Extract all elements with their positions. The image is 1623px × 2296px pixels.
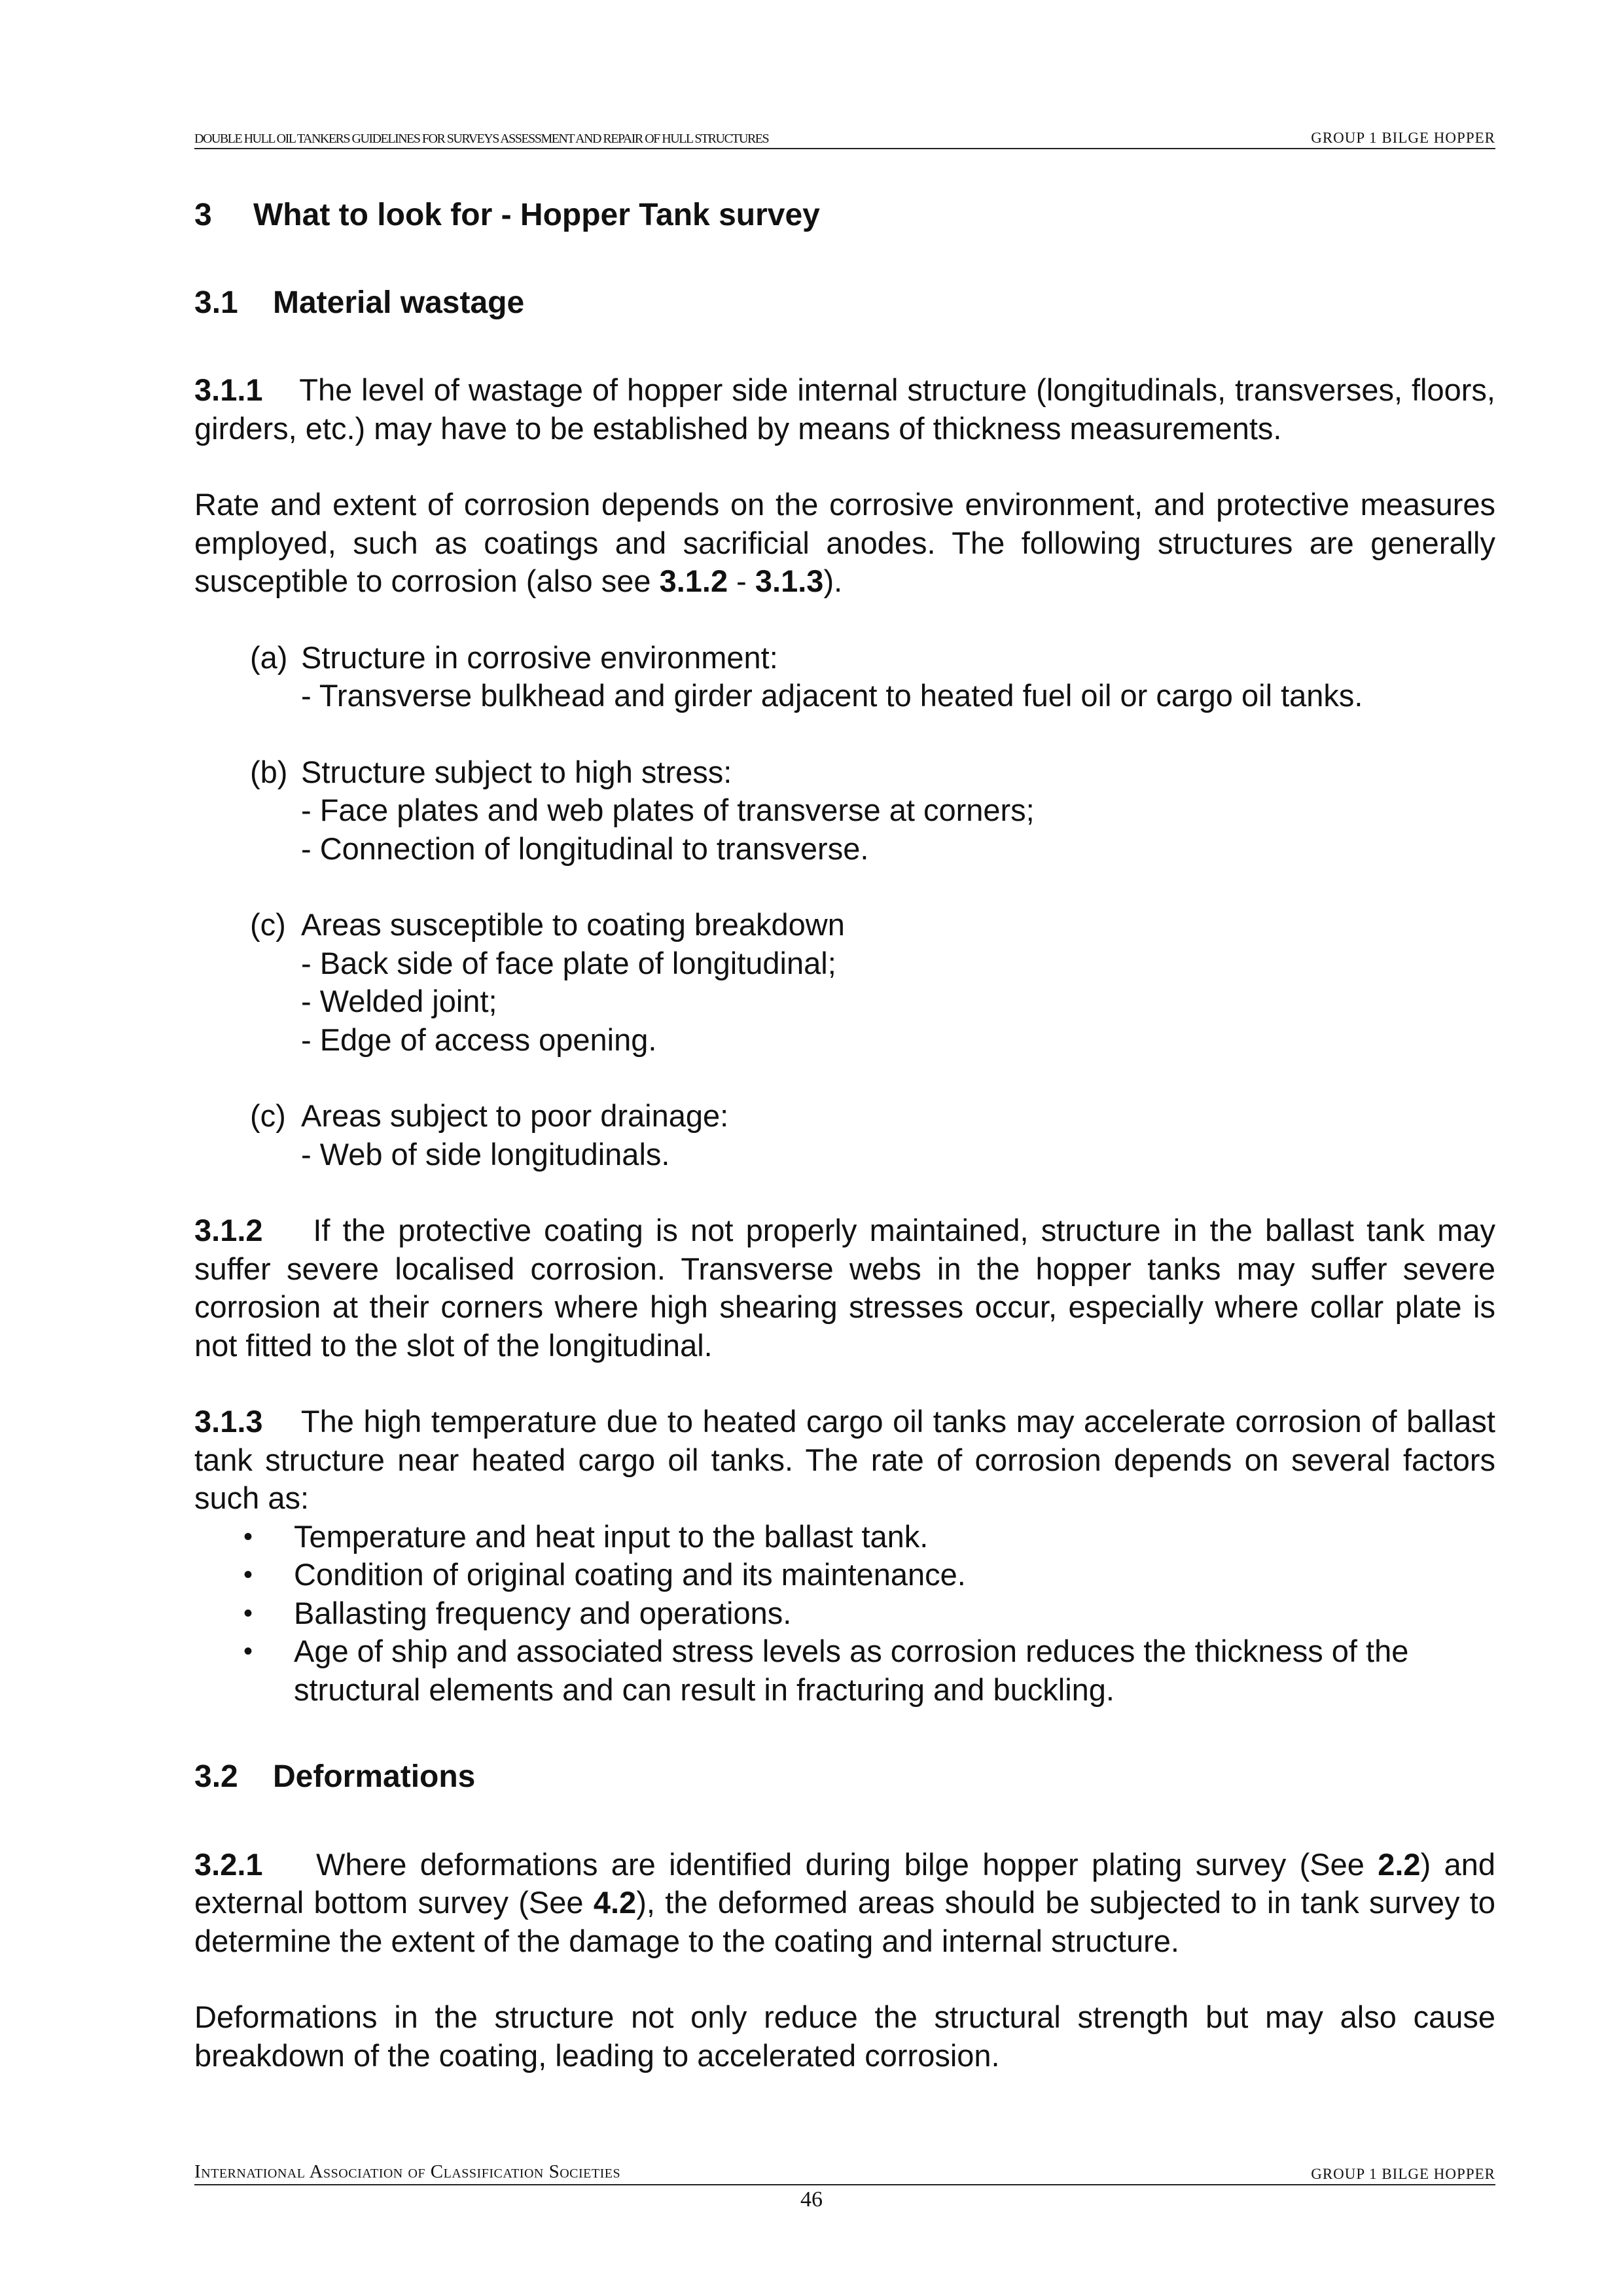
cross-reference: 4.2 (593, 1885, 637, 1920)
list-subitem: - Back side of face plate of longitudinal; (301, 945, 836, 980)
bullet-icon: • (243, 1560, 253, 1589)
header-group-label: GROUP 1 BILGE HOPPER (1311, 130, 1495, 146)
list-subitem: - Welded joint; (301, 984, 497, 1018)
list-subitem: - Transverse bulkhead and girder adjacent to heated fuel oil or cargo oil tanks. (301, 678, 1363, 713)
paragraph-3-1-1 (194, 371, 1495, 448)
bullet-icon: • (243, 1637, 253, 1666)
footer-organization: International Association of Classification Societies (194, 2161, 621, 2182)
list-title: Structure subject to high stress: (301, 754, 732, 789)
list-title: Areas susceptible to coating breakdown (301, 907, 845, 942)
paragraph-3-1-3 (194, 1403, 1495, 1518)
bullet-text: Age of ship and associated stress levels as corrosion reduces the thickness of the structural elements and can result in fracturing and buckling. (294, 1634, 1409, 1707)
paragraph-corrosion-rate (194, 486, 1495, 601)
page-header (194, 128, 1495, 149)
section-title: What to look for - Hopper Tank survey (253, 198, 820, 232)
list-marker: (c) (250, 907, 286, 942)
paragraph-text: The level of wastage of hopper side internal structure (longitudinals, transverses, floors, girders, etc.) may have to be established by means of thickness measurements. (194, 372, 1495, 446)
list-item (194, 1594, 1495, 1633)
bullet-text: Ballasting frequency and operations. (294, 1595, 792, 1630)
paragraph-deformations (194, 1998, 1495, 2075)
list-title: Areas subject to poor drainage: (301, 1098, 729, 1133)
paragraph-text: Deformations in the structure not only reduce the structural strength but may also cause breakdown of the coating, leading to accelerated corrosion. (194, 2000, 1495, 2073)
cross-reference: 3.1.3 (755, 564, 824, 598)
list-group (250, 1097, 1495, 1174)
paragraph-3-2-1 (194, 1846, 1495, 1961)
paragraph-text: The high temperature due to heated cargo oil tanks may accelerate corrosion of ballast tank structure near heated cargo oil tanks. The rate of corrosion depends on several factors such as: (194, 1404, 1495, 1515)
paragraph-3-1-2 (194, 1211, 1495, 1365)
bullet-text: Condition of original coating and its maintenance. (294, 1557, 966, 1592)
list-marker: (a) (250, 639, 288, 675)
footer-group-label: GROUP 1 BILGE HOPPER (1311, 2166, 1495, 2182)
list-item (194, 1632, 1495, 1709)
list-group (250, 639, 1495, 715)
paragraph-text: - (728, 564, 755, 598)
corrosion-factors-list (194, 1518, 1495, 1710)
section-3-1-heading (194, 284, 1495, 323)
list-marker: (c) (250, 1098, 286, 1133)
section-3-heading (194, 196, 1495, 235)
page-body (194, 196, 1495, 2075)
section-number: 3.2 (194, 1759, 238, 1794)
corrosion-structure-list (194, 639, 1495, 1174)
section-number: 3 (194, 198, 212, 232)
bullet-text: Temperature and heat input to the ballast tank. (294, 1518, 929, 1554)
list-title: Structure in corrosive environment: (301, 639, 778, 675)
paragraph-text: ) and external bottom survey (See (194, 1846, 1495, 1920)
paragraph-number: 3.1.2 (194, 1213, 263, 1247)
section-3-2-heading (194, 1758, 1495, 1797)
paragraph-text: ). (823, 564, 843, 598)
list-item (194, 1556, 1495, 1594)
paragraph-text: Where deformations are identified during bilge hopper plating survey (See (315, 1846, 1378, 1882)
list-subitem: - Edge of access opening. (301, 1022, 657, 1057)
cross-reference: 3.1.2 (659, 564, 728, 598)
paragraph-text: Rate and extent of corrosion depends on the corrosive environment, and protective measures employed, such as coatings and sacrificial anodes. The following structures are generally susceptible to corrosion (also see (194, 487, 1495, 598)
header-document-title: DOUBLE HULL OIL TANKERS GUIDELINES FOR SURVEYS ASSESSMENT AND REPAIR OF HULL STRUCTURES (194, 132, 769, 146)
section-number: 3.1 (194, 285, 238, 320)
list-subitem: - Connection of longitudinal to transverse. (301, 831, 869, 866)
section-title: Deformations (273, 1759, 476, 1794)
paragraph-text: ), the deformed areas should be subjected to in tank survey to determine the extent of the damage to the coating and internal structure. (194, 1885, 1495, 1958)
page-number: 46 (800, 2187, 823, 2212)
paragraph-text: If the protective coating is not properly maintained, structure in the ballast tank may suffer severe localised corrosion. Transverse webs in the hopper tanks may suffer severe corrosion at their corners where high shearing stresses occur, especially where collar plate is not fitted to the slot of the longitudinal. (194, 1213, 1495, 1363)
section-title: Material wastage (273, 285, 525, 320)
list-subitem: - Web of side longitudinals. (301, 1136, 670, 1172)
cross-reference: 2.2 (1378, 1846, 1421, 1882)
list-marker: (b) (250, 754, 288, 789)
paragraph-number: 3.2.1 (194, 1846, 263, 1882)
list-group (250, 753, 1495, 869)
page-footer (194, 2161, 1495, 2185)
bullet-icon: • (243, 1522, 253, 1551)
list-item (194, 1518, 1495, 1556)
paragraph-number: 3.1.3 (194, 1404, 263, 1439)
paragraph-number: 3.1.1 (194, 372, 263, 407)
bullet-icon: • (243, 1598, 253, 1628)
list-group (250, 906, 1495, 1059)
list-subitem: - Face plates and web plates of transverse at corners; (301, 793, 1035, 827)
